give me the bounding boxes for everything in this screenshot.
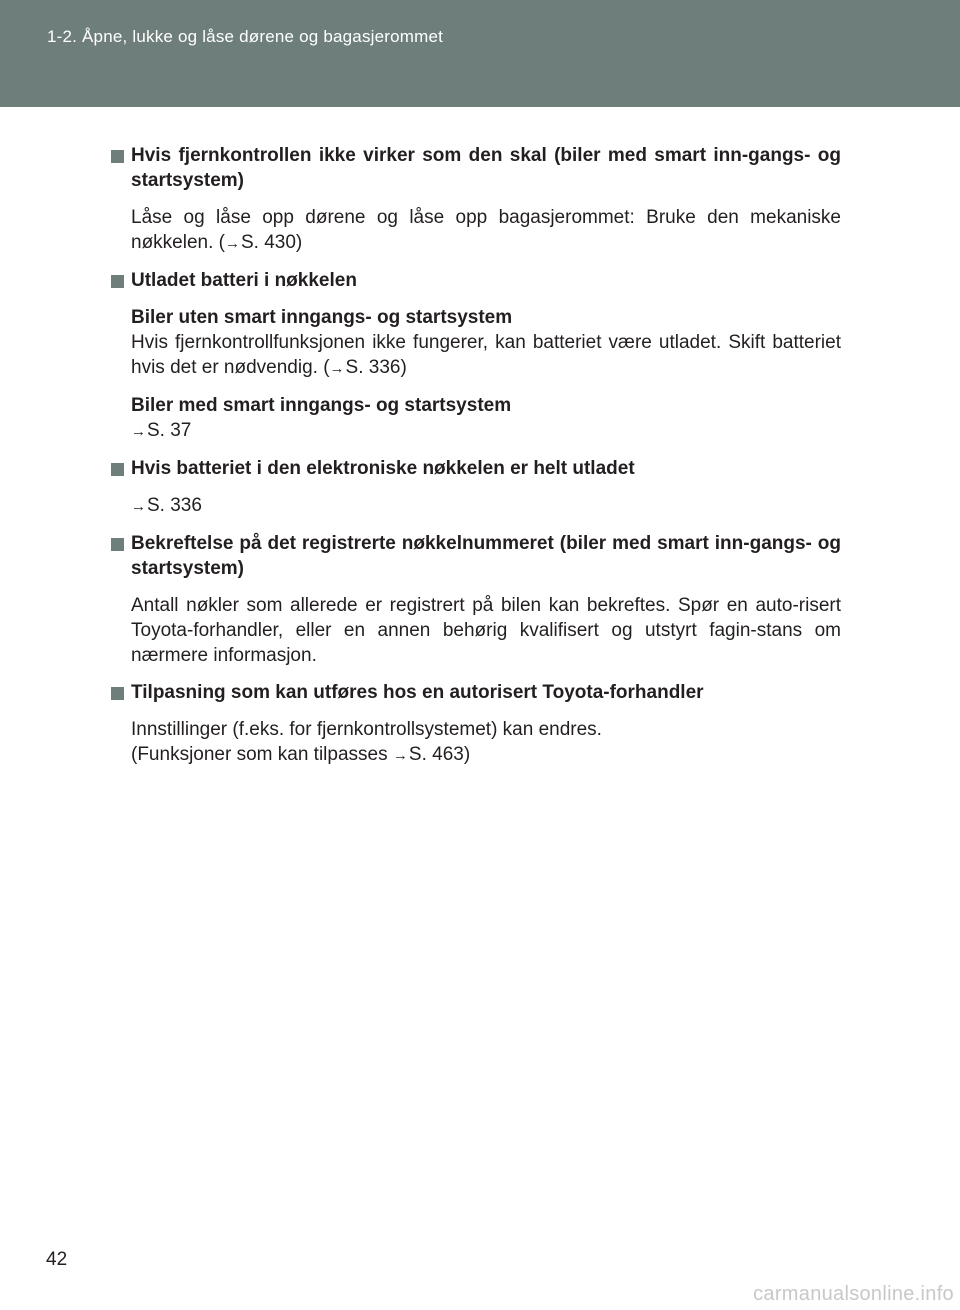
paragraph: Låse og låse opp dørene og låse opp bagasjerommet: Bruke den mekaniske nøkkelen. (→S. 430)	[131, 207, 841, 253]
section-customization	[111, 680, 841, 768]
paragraph: Innstillinger (f.eks. for fjernkontrollsystemet) kan endres. (Funksjoner som kan tilpasses →S. 463)	[131, 719, 602, 765]
square-bullet-icon	[111, 538, 124, 551]
square-bullet-icon	[111, 150, 124, 163]
arrow-right-icon: →	[131, 498, 146, 515]
page-header	[0, 0, 960, 107]
arrow-right-icon: →	[131, 423, 146, 440]
subheading: Biler med smart inngangs- og startsystem	[131, 395, 512, 416]
page-reference[interactable]: S. 336)	[345, 357, 407, 378]
square-bullet-icon	[111, 275, 124, 288]
paragraph: Hvis fjernkontrollfunksjonen ikke fungerer, kan batteriet være utladet. Skift batteriet hvis det er nødvendig. (→S. 336)	[131, 332, 841, 378]
arrow-right-icon: →	[392, 747, 408, 764]
arrow-right-icon: →	[224, 235, 240, 252]
subheading: Biler uten smart inngangs- og startsystem	[131, 307, 513, 328]
square-bullet-icon	[111, 463, 124, 476]
page-reference[interactable]: S. 336	[147, 495, 202, 516]
section-remote-malfunction	[111, 143, 841, 256]
page-reference[interactable]: S. 430)	[240, 232, 303, 253]
page-reference[interactable]: S. 37	[147, 420, 192, 441]
chapter-title: 1-2. Åpne, lukke og låse dørene og bagasjerommet	[47, 27, 444, 46]
section-heading: Hvis batteriet i den elektroniske nøkkelen er helt utladet	[111, 456, 841, 481]
paragraph	[111, 493, 841, 519]
square-bullet-icon	[111, 687, 124, 700]
section-heading: Utladet batteri i nøkkelen	[111, 268, 841, 293]
page-content	[111, 143, 841, 780]
section-heading: Bekreftelse på det registrerte nøkkelnummeret (biler med smart inn-gangs- og startsystem)	[111, 531, 841, 581]
section-heading: Hvis fjernkontrollen ikke virker som den skal (biler med smart inn-gangs- og startsystem)	[111, 143, 841, 193]
section-heading: Tilpasning som kan utføres hos en autorisert Toyota-forhandler	[111, 680, 841, 705]
page-number: 42	[46, 1249, 68, 1270]
paragraph	[111, 418, 841, 444]
page-reference[interactable]: S. 463)	[408, 744, 471, 765]
section-key-number-confirmation	[111, 531, 841, 668]
section-discharged-battery	[111, 268, 841, 444]
section-battery-fully-discharged	[111, 456, 841, 519]
arrow-right-icon: →	[329, 360, 345, 377]
watermark: carmanualsonline.info	[753, 1283, 954, 1305]
paragraph: Antall nøkler som allerede er registrert på bilen kan bekreftes. Spør en auto-risert Toyota-forhandler, eller en annen behørig kvalifisert og utstyrt fagin-stans om nærmere informasjon.	[131, 595, 841, 666]
